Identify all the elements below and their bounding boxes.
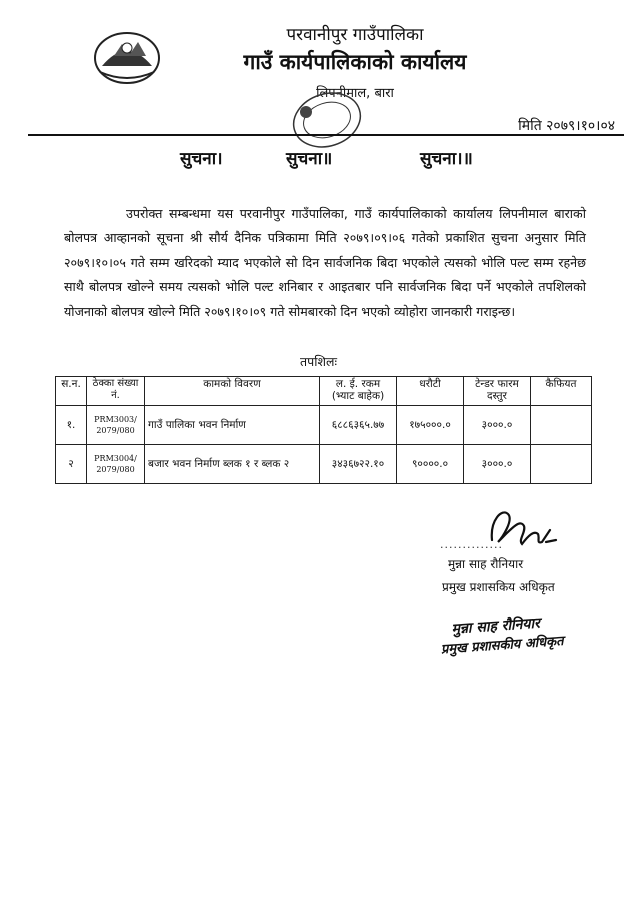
row-fee: ३०००.०: [464, 445, 531, 484]
header-estimate: [320, 377, 397, 406]
organization-name: परवानीपुर गाउँपालिका: [286, 25, 424, 45]
row-estimate: ६८८६३६५.७७: [320, 406, 397, 445]
row-remarks: [531, 406, 592, 445]
row-description: बजार भवन निर्माण ब्लक १ र ब्लक २: [145, 445, 320, 484]
header-remarks: कैफियत: [531, 377, 592, 406]
header-fee: [464, 377, 531, 406]
notice-title-2: सुचना॥: [286, 149, 333, 169]
header-sn: स.न.: [56, 377, 87, 406]
row-contract-no-line1: PRM3003/: [94, 415, 137, 424]
table-row: [56, 445, 592, 484]
row-contract-no-line2: 2079/080: [96, 465, 135, 474]
office-seal-icon: [286, 88, 368, 152]
row-fee: ३०००.०: [464, 406, 531, 445]
header-fee-line2: दस्तुर: [487, 390, 507, 402]
row-estimate: ३४३६७२२.१०: [320, 445, 397, 484]
name-stamp: [439, 609, 601, 657]
table-row: [56, 406, 592, 445]
office-address: लिपनीमाल, बारा: [316, 86, 394, 101]
header-description: कामको विवरण: [145, 377, 320, 406]
notice-title-1: सुचना।: [180, 149, 223, 169]
signature-line: ..............: [440, 538, 503, 551]
stamp-title: प्रमुख प्रशासकीय अधिकृत: [440, 634, 565, 658]
notice-body: उपरोक्त सम्बन्धमा यस परवानीपुर गाउँपालिका, गाउँ कार्यपालिकाको कार्यालय लिपनीमाल बाराको बोलपत्र आव्हानको सूचना श्री सौर्य दैनिक पत्रिकामा मिति २०७९।०९।०६ गतेको प्रकाशित सुचना अनुसार मिति २०७९।१०।०५ गते सम्म खरिदको म्याद भएकोले सो दिन सार्वजनिक बिदा भएकोले त्यसको भोलि पल्ट सम्म रहनेछ साथै बोलपत्र खोल्ने समय त्यसको भोलि पल्ट शनिबार र आइतबार पनि सार्वजनिक बिदा पर्ने भएकोले तपशिलको योजनाको बोलपत्र खोल्ने मिति २०७९।१०।०९ गते सोमबारको दिन भएको व्योहोरा जानकारी गराइन्छ।: [64, 206, 586, 319]
header-divider: [28, 134, 624, 136]
row-contract-no-line2: 2079/080: [96, 426, 135, 435]
row-remarks: [531, 445, 592, 484]
header-contract-no: ठेक्का संख्या नं.: [87, 377, 145, 406]
details-table: [55, 376, 592, 484]
header-fee-line1: टेन्डर फारम: [475, 378, 519, 390]
header-deposit: धरौटी: [397, 377, 464, 406]
row-contract-no: [87, 445, 145, 484]
row-contract-no: [87, 406, 145, 445]
row-deposit: ९००००.०: [397, 445, 464, 484]
header-estimate-line1: ल. ई. रकम: [335, 378, 381, 390]
notice-title-3: सुचना।॥: [420, 149, 473, 169]
row-contract-no-line1: PRM3004/: [94, 454, 137, 463]
row-sn: २: [56, 445, 87, 484]
table-header-row: [56, 377, 592, 406]
signer-name: मुन्ना साह रौनियार: [448, 557, 524, 571]
row-deposit: १७५०००.०: [397, 406, 464, 445]
handwritten-signature-icon: [480, 500, 570, 560]
signer-title: प्रमुख प्रशासकिय अधिकृत: [442, 580, 555, 594]
row-sn: १.: [56, 406, 87, 445]
table-caption: तपशिलः: [300, 354, 337, 369]
notice-date: मिति २०७९।१०।०४: [518, 118, 615, 134]
notice-heading: [180, 146, 520, 172]
office-name: गाउँ कार्यपालिकाको कार्यालय: [243, 50, 467, 74]
government-emblem-icon: [92, 26, 162, 86]
stamp-name: मुन्ना साह रौनियार: [451, 615, 541, 638]
row-description: गाउँ पालिका भवन निर्माण: [145, 406, 320, 445]
header-estimate-line2: (भ्याट बाहेक): [331, 390, 385, 402]
